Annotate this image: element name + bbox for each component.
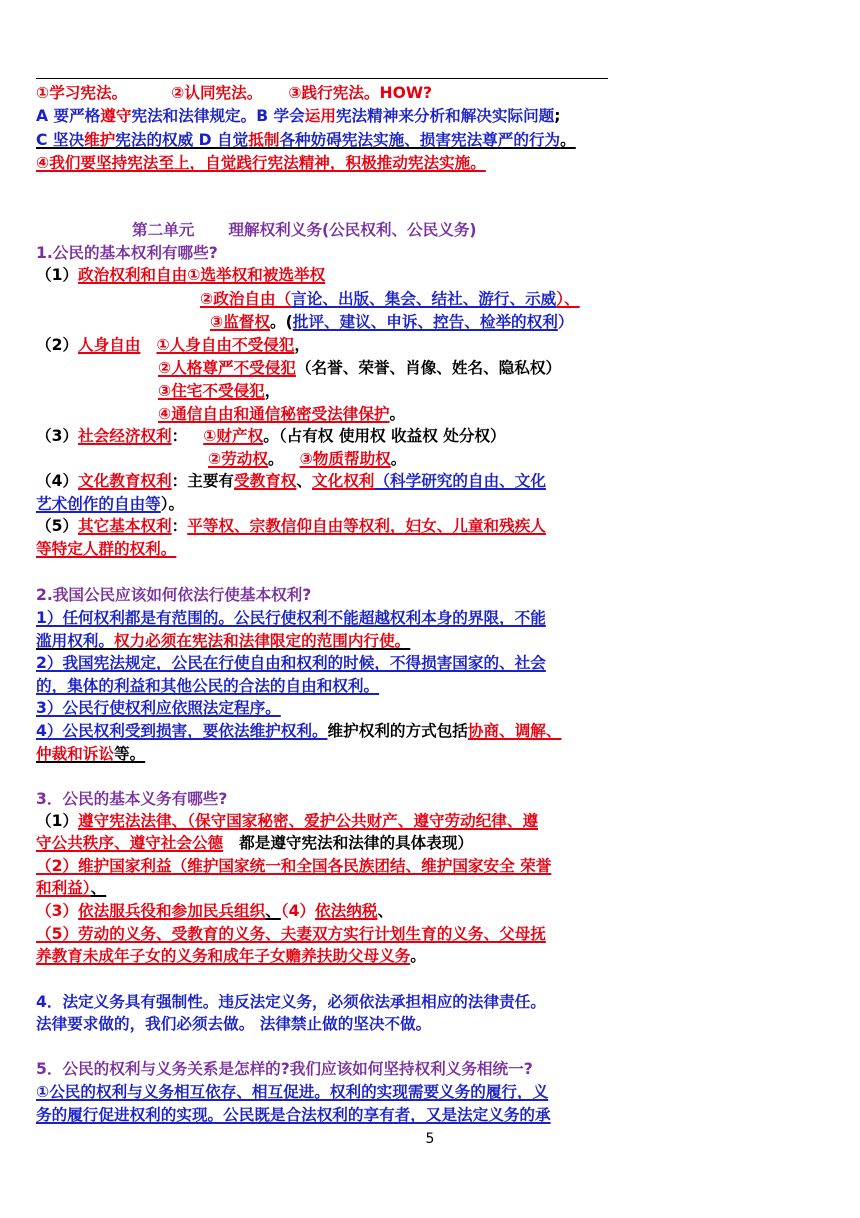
q1-p2b [158, 357, 561, 379]
text: ②人格尊严不受侵犯 [158, 359, 296, 377]
text: （2） [36, 336, 79, 354]
text: 依法纳税 [315, 902, 378, 920]
text: 和利益） [36, 879, 91, 897]
line-top-2 [36, 105, 561, 127]
q1-p3 [36, 425, 506, 447]
text: ④通信自由和通信秘密受法律保护 [158, 405, 390, 423]
q5-l1 [36, 1081, 548, 1103]
text: 文化权利 [312, 472, 375, 490]
top-rule [36, 78, 608, 79]
text: 遵守 [100, 107, 132, 125]
q5-title [36, 1058, 533, 1080]
q2-a4b [36, 743, 161, 765]
q1-p2c [158, 380, 280, 402]
text: 宪法的权威 D 自觉 [115, 131, 249, 149]
q2-a1b [36, 630, 426, 652]
text: 其它基本权利 [78, 517, 172, 535]
text: 理解权利义务(公民权利、公民义务) [228, 221, 477, 239]
text: 仲裁和诉讼 [36, 745, 114, 763]
text: ： [171, 517, 188, 535]
text: （5） [36, 517, 79, 535]
text: 1.公民的基本权利有哪些? [36, 244, 218, 262]
text: 都是遵守宪法和法律的具体表现） [239, 834, 474, 852]
unit-title [132, 219, 477, 241]
text: 等。 [113, 745, 146, 763]
text: ： [171, 427, 188, 445]
q2-title [36, 584, 311, 606]
text: （1） [36, 812, 79, 830]
text: 权力必须在宪法和法律限定的范围内行使。 [113, 632, 411, 650]
text: 文化教育权利 [78, 472, 172, 490]
text: 维护权利的方式包括 [327, 722, 468, 740]
text: 2）我国宪法规定，公民在行使自由和权利的时候，不得损害国家的、社会 [36, 654, 546, 672]
q1-p4b [36, 493, 184, 515]
text: ②政治自由（ [200, 290, 292, 308]
text: 。（占有权 使用权 收益权 处分权） [263, 427, 506, 445]
text: 运用 [304, 107, 336, 125]
text: 言论、出版、集会、结社、游行、示威 [291, 290, 557, 308]
text: 、（保守国家秘密、爱护公共财产、遵守劳动纪律、遵 [171, 812, 539, 830]
text: （4） [36, 472, 79, 490]
text: 。 [389, 405, 406, 423]
q4-l2 [36, 1013, 431, 1035]
q2-a2 [36, 652, 546, 674]
text: ①学习宪法。 [36, 84, 128, 102]
q3-d1b [36, 832, 473, 854]
text: C 坚决 [36, 131, 85, 149]
text: 3．公民的基本义务有哪些? [36, 790, 228, 808]
text: 法律要求做的，我们必须去做。 法律禁止做的坚决不做。 [36, 1015, 432, 1033]
text: ③物质帮助权 [299, 450, 391, 468]
text: 批评、建议、申诉、控告、检举的权利 [292, 313, 558, 331]
q1-p1 [36, 264, 325, 286]
text: 宪法和法律规定。B 学会 [131, 107, 305, 125]
text: 、 [296, 472, 313, 490]
q3-d1 [36, 810, 538, 832]
text: 3）公民行使权利应依照法定程序。 [36, 699, 281, 717]
text: 等特定人群的权利。 [36, 540, 177, 558]
q3-d3 [36, 900, 393, 922]
text: （4） [280, 902, 316, 920]
text: （1） [36, 266, 79, 284]
line-top-1 [36, 82, 432, 104]
q4-l1 [36, 991, 546, 1013]
text: （科学研究的自由、文化 [374, 472, 546, 490]
text: ①公民的权利与义务相互依存、相互促进。权利的实现需要义务的履行，义 [36, 1083, 549, 1101]
text: 、 [265, 902, 281, 920]
q2-a4 [36, 720, 561, 742]
text: （名誉、荣誉、肖像、姓名、隐私权） [295, 359, 562, 377]
text: 2.我国公民应该如何依法行使基本权利? [36, 586, 312, 604]
text: ④我们要坚持宪法至上，自觉践行宪法精神，积极推动宪法实施。 [36, 154, 486, 172]
text: ）、 [556, 290, 580, 308]
q3-d5 [36, 923, 546, 945]
q1-p5b [36, 538, 192, 560]
text: 人身自由 [78, 336, 141, 354]
text: 艺术创作的自由等 [36, 495, 161, 513]
text: 协商、调解、 [467, 722, 562, 740]
text: ①选举权和被选举权 [187, 266, 326, 284]
text: 守公共秩序、遵守社会公德 [36, 834, 224, 852]
text: 5．公民的权利与义务关系是怎样的?我们应该如何坚持权利义务相统一? [36, 1060, 533, 1078]
q1-p1b [200, 288, 580, 310]
q5-l2 [36, 1104, 551, 1126]
text: 。( [269, 313, 293, 331]
text: ③住宅不受侵犯 [158, 382, 265, 400]
text: 。 [390, 450, 407, 468]
text: 政治权利和自由 [78, 266, 188, 284]
text: （2） [36, 857, 79, 875]
text: 宪法精神来分析和解决实际问题 [335, 107, 555, 125]
text: ：主要有 [171, 472, 235, 490]
text: 维护 [84, 131, 116, 149]
text: ; [554, 107, 561, 125]
text: ②劳动权 [208, 450, 268, 468]
text: 养教育未成年子女的义务和成年子女赡养扶助父母义务 [36, 947, 411, 965]
text: 的，集体的利益和其他公民的合法的自由和权利。 [36, 677, 380, 695]
text: 遵守宪法法律 [78, 812, 172, 830]
text: （维护国家统一和全国各民族团结、维护国家安全 荣誉 [171, 857, 552, 875]
text: 务的履行促进权利的实现。公民既是合法权利的享有者，又是法定义务的承 [36, 1106, 551, 1124]
q3-d2 [36, 855, 551, 877]
text: 第二单元 [132, 221, 195, 239]
q1-p1c [210, 311, 573, 333]
q3-d5b [36, 945, 426, 967]
q1-p5 [36, 515, 546, 537]
text: 1）任何权利都是有范围的。公民行使权利不能超越权利本身的界限，不能 [36, 609, 546, 627]
text: （3） [36, 427, 79, 445]
line-top-4 [36, 152, 486, 174]
q1-p3b [208, 448, 406, 470]
text: ③监督权 [210, 313, 270, 331]
text: A 要严格 [36, 107, 101, 125]
q2-a1 [36, 607, 546, 629]
text: ②认同宪法。 [171, 84, 263, 102]
page-number: 5 [425, 1131, 435, 1147]
text: ） [557, 313, 574, 331]
text: ， [294, 336, 310, 354]
text: ③践行宪法。HOW? [288, 84, 433, 102]
text: （3） [36, 902, 79, 920]
text: 。 [267, 450, 284, 468]
text: 抵制 [248, 131, 280, 149]
text: 平等权、宗教信仰自由等权利，妇女、儿童和残疾人 [187, 517, 546, 535]
q3-title [36, 788, 227, 810]
text: 4．法定义务具有强制性。违反法定义务，必须依法承担相应的法律责任。 [36, 993, 546, 1011]
text: 滥用权利。 [36, 632, 114, 650]
q1-title [36, 242, 218, 264]
q2-a3 [36, 697, 297, 719]
text: ）。 [160, 495, 185, 513]
q1-p2d [158, 403, 405, 425]
q3-d2b [36, 877, 106, 899]
text: 4）公民权利受到损害，要依法维护权利。 [36, 722, 328, 740]
text: （5）劳动的义务、受教育的义务、夫妻双方实行计划生育的义务、父母抚 [36, 925, 546, 943]
text: 、 [377, 902, 394, 920]
text: 、 [90, 879, 107, 897]
text: 受教育权 [234, 472, 297, 490]
text: ①人身自由不受侵犯 [156, 336, 295, 354]
text: 社会经济权利 [78, 427, 172, 445]
text: 维护国家利益 [78, 857, 172, 875]
q2-a2b [36, 675, 395, 697]
text: ， [264, 382, 281, 400]
q1-p4 [36, 470, 546, 492]
text: 各种妨碍宪法实施、损害宪法尊严的行为 [279, 131, 561, 149]
text: 。 [410, 947, 426, 965]
text: 依法服兵役和参加民兵组织 [78, 902, 266, 920]
text: ①财产权 [203, 427, 264, 445]
q1-p2 [36, 334, 310, 356]
line-top-3 [36, 129, 576, 151]
text: 。 [560, 131, 576, 149]
